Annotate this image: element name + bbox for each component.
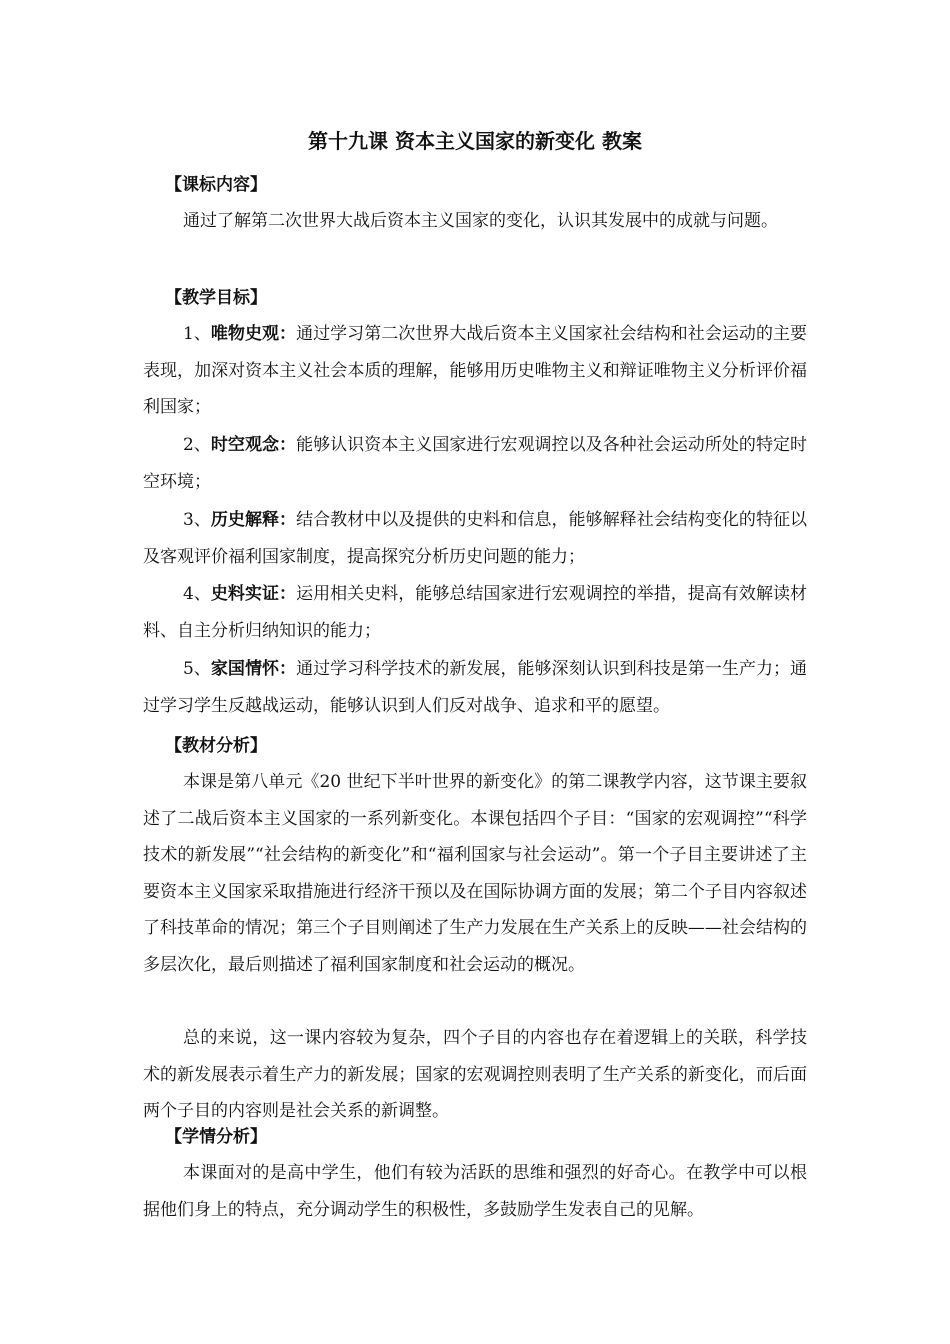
objective-number: 3、 <box>183 510 211 530</box>
heading-objectives: 【教学目标】 <box>165 288 267 308</box>
objective-label: 历史解释： <box>210 510 297 530</box>
objective-item-3 <box>143 502 807 575</box>
objective-text: 结合教材中以及提供的史料和信息，能够解释社会结构变化的特征以及客观评价福利国家制度，提高探究分析历史问题的能力； <box>143 510 808 567</box>
objective-label: 唯物史观： <box>210 324 297 344</box>
objective-number: 5、 <box>183 659 211 679</box>
objective-item-5 <box>143 651 807 724</box>
objective-text: 运用相关史料，能够总结国家进行宏观调控的举措，提高有效解读材料、自主分析归纳知识的能力； <box>143 584 808 641</box>
objective-item-1 <box>143 316 807 426</box>
heading-student-analysis: 【学情分析】 <box>165 1127 267 1147</box>
objective-text: 通过学习第二次世界大战后资本主义国家社会结构和社会运动的主要表现，加深对资本主义社会本质的理解，能够用历史唯物主义和辩证唯物主义分析评价福利国家； <box>143 324 808 417</box>
textbook-paragraph-2: 总的来说，这一课内容较为复杂，四个子目的内容也存在着逻辑上的关联，科学技术的新发展表示着生产力的新发展；国家的宏观调控则表明了生产关系的新变化，而后面两个子目的内容则是社会关系的新调整。 <box>143 1028 807 1121</box>
document-title: 第十九课 资本主义国家的新变化 教案 <box>308 129 642 153</box>
objective-number: 2、 <box>183 435 211 455</box>
student-analysis-paragraph: 本课面对的是高中学生，他们有较为活跃的思维和强烈的好奇心。在教学中可以根据他们身上的特点，充分调动学生的积极性，多鼓励学生发表自己的见解。 <box>143 1163 807 1220</box>
objective-text: 通过学习科学技术的新发展，能够深刻认识到科技是第一生产力；通过学习学生反越战运动，能够认识到人们反对战争、追求和平的愿望。 <box>143 659 808 716</box>
objective-number: 1、 <box>183 324 211 344</box>
objective-text: 能够认识资本主义国家进行宏观调控以及各种社会运动所处的特定时空环境； <box>143 435 808 492</box>
textbook-paragraph-1: 本课是第八单元《20 世纪下半叶世界的新变化》的第二课教学内容，这节课主要叙述了二战后资本主义国家的一系列新变化。本课包括四个子目：“国家的宏观调控”“科学技术的新发展”“社会结构的新变化”和“福利国家与社会运动”。第一个子目主要讲述了主要资本主义国家采取措施进行经济干预以及在国际协调方面的发展；第二个子目内容叙述了科技革命的情况；第三个子目则阐述了生产力发展在生产关系上的反映——社会结构的多层次化，最后则描述了福利国家制度和社会运动的概况。 <box>143 772 807 975</box>
heading-textbook-analysis: 【教材分析】 <box>165 736 267 756</box>
curriculum-paragraph: 通过了解第二次世界大战后资本主义国家的变化，认识其发展中的成就与问题。 <box>183 211 778 231</box>
objective-item-2 <box>143 427 807 500</box>
objective-number: 4、 <box>183 584 211 604</box>
heading-curriculum: 【课标内容】 <box>165 175 267 195</box>
objective-item-4 <box>143 576 807 649</box>
objective-label: 史料实证： <box>210 584 297 604</box>
objective-label: 家国情怀： <box>210 659 297 679</box>
objective-label: 时空观念： <box>210 435 297 455</box>
